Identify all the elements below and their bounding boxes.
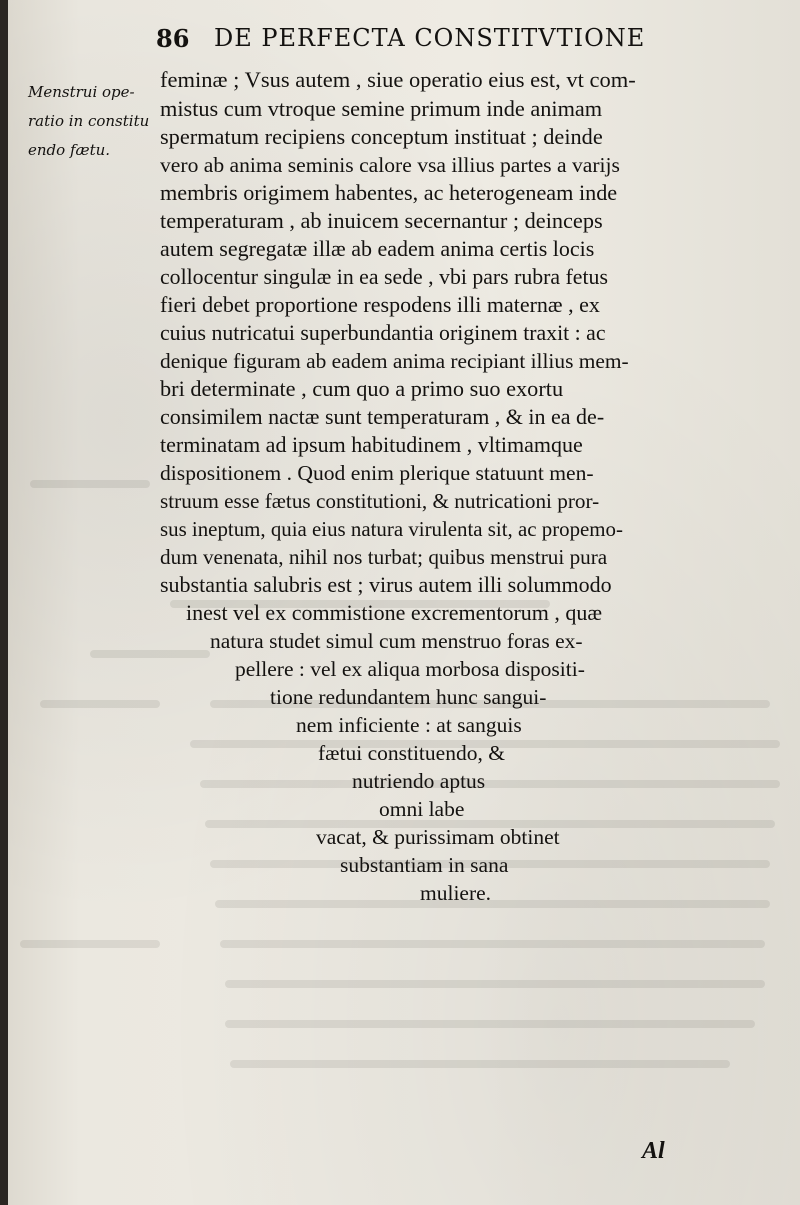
text-line: denique figuram ab eadem anima recipiant illius mem- <box>160 349 629 373</box>
text-line: muliere. <box>420 881 492 905</box>
text-line: natura studet simul cum menstruo foras ex- <box>210 629 583 653</box>
text-line: substantia salubris est ; virus autem illi solummodo <box>160 572 612 597</box>
text-line: terminatam ad ipsum habitudinem , vltimamque <box>160 432 583 457</box>
text-line: mistus cum vtroque semine primum inde animam <box>160 96 603 121</box>
text-line: inest vel ex commistione excrementorum , quæ <box>186 600 603 625</box>
text-line: omni labe <box>379 797 465 821</box>
text-line: feminæ ; Vsus autem , siue operatio eius est, vt com- <box>160 67 636 92</box>
text-line: dum venenata, nihil nos turbat; quibus menstrui pura <box>160 545 608 569</box>
text-line: consimilem nactæ sunt temperaturam , & in ea de- <box>160 404 605 429</box>
text-line: nutriendo aptus <box>352 769 486 793</box>
text-line: vero ab anima seminis calore vsa illius partes a varijs <box>160 153 620 177</box>
text-line: collocentur singulæ in ea sede , vbi pars rubra fetus <box>160 265 608 289</box>
text-line: struum esse fætus constitutioni, & nutricationi pror- <box>160 489 600 513</box>
marginal-note-line: ratio in constitu <box>28 112 150 130</box>
text-line: dispositionem . Quod enim plerique statuunt men- <box>160 461 594 485</box>
text-line: temperaturam , ab inuicem secernantur ; deinceps <box>160 208 603 233</box>
text-line: sus ineptum, quia eius natura virulenta sit, ac propemo- <box>160 517 623 541</box>
page-number: 86 <box>156 24 190 53</box>
text-line: cuius nutricatui superbundantia originem traxit : ac <box>160 321 606 345</box>
text-line: substantiam in sana <box>340 853 509 877</box>
text-line: pellere : vel ex aliqua morbosa dispositi- <box>235 657 585 681</box>
text-line: fieri debet proportione respodens illi maternæ , ex <box>160 292 600 317</box>
running-head: DE PERFECTA CONSTITVTIONE <box>214 24 646 52</box>
text-line: bri determinate , cum quo a primo suo exortu <box>160 376 564 401</box>
text-line: nem inficiente : at sanguis <box>296 713 522 737</box>
page-header <box>156 20 676 56</box>
text-line: tione redundantem hunc sangui- <box>270 685 547 709</box>
text-line: membris origimem habentes, ac heterogeneam inde <box>160 180 618 205</box>
text-line: vacat, & purissimam obtinet <box>316 825 560 849</box>
text-line: spermatum recipiens conceptum instituat ; deinde <box>160 124 603 149</box>
marginal-note-line: endo fætu. <box>28 141 111 159</box>
marginal-note-line: Menstrui ope- <box>28 83 135 101</box>
marginal-note <box>28 78 158 165</box>
catchword: Al <box>642 1138 665 1164</box>
text-line: autem segregatæ illæ ab eadem anima certis locis <box>160 236 595 261</box>
text-line: fætui constituendo, & <box>318 741 505 765</box>
